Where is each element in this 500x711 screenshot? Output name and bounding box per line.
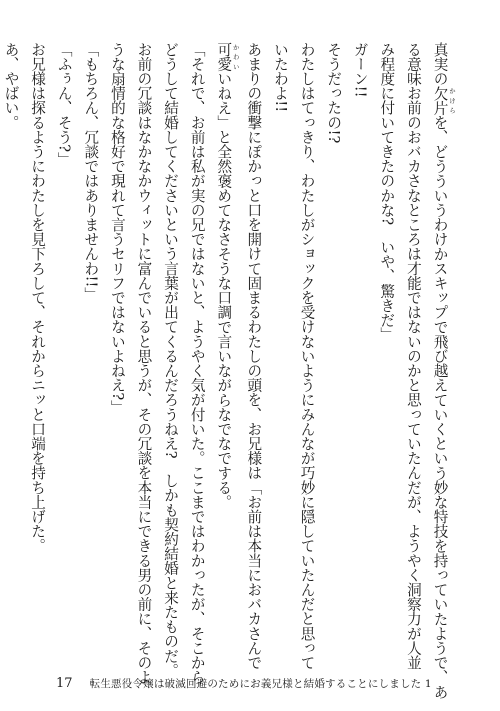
text-line: お兄様は探るようにわたしを見下ろして、それからニッと口端を持ち上げた。 [29, 42, 47, 553]
text-line: わたしはてっきり、わたしがショックを受けないようにみんなが巧妙に隠していたんだと思って [298, 42, 316, 670]
text-line: る意味お前のおバカさなところは才能ではないのかと思っていたんだが、ようやく洞察力が人並 [404, 42, 422, 670]
ruby-word: 可愛 かわい [215, 42, 240, 72]
page-number: 17 [56, 676, 73, 691]
text-line: 「それで、お前は私が実の兄ではないと、ようやく気が付いた。ここまではわかったが、そこから [188, 42, 206, 685]
text-line: あまりの衝撃にぽかっと口を開けて固まるわたしの頭を、お兄様は「お前は本当におバカさんで [245, 42, 263, 670]
text-line: 「もちろん、冗談ではありませんわ!!」 [82, 42, 100, 302]
text-line: 可愛 かわいいねえ」と全然褒めてなさそうな口調で言いながらなでなでする。 [215, 42, 240, 510]
text-line: み程度に付いてきたのかな? いや、驚きだ」 [378, 42, 396, 342]
ruby-word: 欠片 かけら [431, 85, 456, 116]
text-line: あ、やばい。 [2, 42, 20, 130]
text-line: そうだったの!? [325, 42, 343, 144]
ruby-reading: かけら [448, 85, 456, 115]
text-line: うな扇情的な格好で現れて言うセリフではないよねえ?」 [108, 42, 126, 415]
text-line: ガーン!! [351, 42, 369, 98]
ruby-reading: かわい [231, 42, 240, 72]
text-line: いたわよ!! [271, 42, 289, 113]
text-line: お前の冗談はなかなかウィットに富んでいると思うが、その冗談を本当にできる男の前に、そのよ [135, 42, 153, 685]
text-line: どうして結婚してくださいという言葉が出てくるんだろうねえ? しかも契約結婚と来たものだ。 [162, 42, 180, 678]
text-line: 「ふぅん、そう?」 [55, 42, 73, 167]
page-footer [56, 672, 456, 692]
book-title: 転生悪役令嬢は破滅回避のためにお義兄様と結婚することにしました 1 [89, 678, 432, 690]
text-line: 真実の欠片 かけらを、どうういうわけかスキップで飛び越えていくという妙な特技を持っていたようで、あ [431, 42, 456, 700]
